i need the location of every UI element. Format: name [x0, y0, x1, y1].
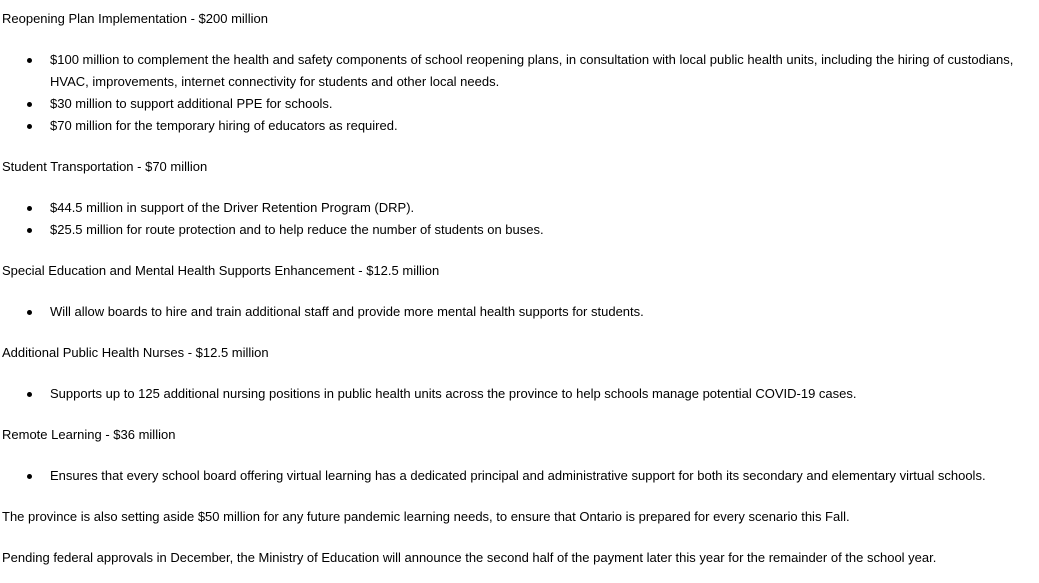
section-heading: Remote Learning - $36 million	[2, 427, 176, 442]
section-public-health-nurses	[2, 342, 1039, 405]
list-item-text: $44.5 million in support of the Driver Retention Program (DRP).	[50, 200, 415, 215]
list-item-text: $25.5 million for route protection and to help reduce the number of students on buses.	[50, 222, 544, 237]
bullet-list	[2, 197, 1039, 241]
list-item-text: $100 million to complement the health and safety components of school reopening plans, in consultation with local public health units, including the hiring of custodians, HVAC, improvements, internet connectivity for students and other local needs.	[50, 52, 1014, 89]
list-item	[50, 197, 1030, 219]
list-item-text: Will allow boards to hire and train additional staff and provide more mental health supports for students.	[50, 304, 644, 319]
section-remote-learning	[2, 424, 1039, 487]
bullet-icon	[27, 58, 32, 63]
bullet-icon	[27, 310, 32, 315]
list-item	[50, 93, 1030, 115]
bullet-icon	[27, 392, 32, 397]
list-item-text: Ensures that every school board offering virtual learning has a dedicated principal and administrative support for both its secondary and elementary virtual schools.	[50, 468, 986, 483]
bullet-icon	[27, 474, 32, 479]
bullet-list	[2, 301, 1039, 323]
list-item-text: Supports up to 125 additional nursing positions in public health units across the province to help schools manage potential COVID-19 cases.	[50, 386, 857, 401]
bullet-icon	[27, 102, 32, 107]
section-heading: Additional Public Health Nurses - $12.5 million	[2, 345, 269, 360]
list-item-text: $70 million for the temporary hiring of educators as required.	[50, 118, 398, 133]
section-heading: Student Transportation - $70 million	[2, 159, 208, 174]
list-item	[50, 219, 1030, 241]
section-reopening	[2, 8, 1039, 137]
paragraph-federal-approvals: Pending federal approvals in December, the Ministry of Education will announce the second half of the payment later this year for the remainder of the school year.	[2, 550, 937, 565]
section-transportation	[2, 156, 1039, 241]
section-special-education	[2, 260, 1039, 323]
bullet-list	[2, 383, 1039, 405]
list-item	[50, 49, 1030, 93]
section-heading: Reopening Plan Implementation - $200 million	[2, 11, 268, 26]
list-item-text: $30 million to support additional PPE for schools.	[50, 96, 333, 111]
bullet-list	[2, 49, 1039, 137]
bullet-icon	[27, 206, 32, 211]
list-item	[50, 465, 1030, 487]
bullet-icon	[27, 124, 32, 129]
bullet-icon	[27, 228, 32, 233]
list-item	[50, 301, 1030, 323]
list-item	[50, 383, 1030, 405]
paragraph-future-needs: The province is also setting aside $50 million for any future pandemic learning needs, to ensure that Ontario is prepared for every scenario this Fall.	[2, 509, 850, 524]
section-heading: Special Education and Mental Health Supports Enhancement - $12.5 million	[2, 263, 440, 278]
bullet-list	[2, 465, 1039, 487]
list-item	[50, 115, 1030, 137]
